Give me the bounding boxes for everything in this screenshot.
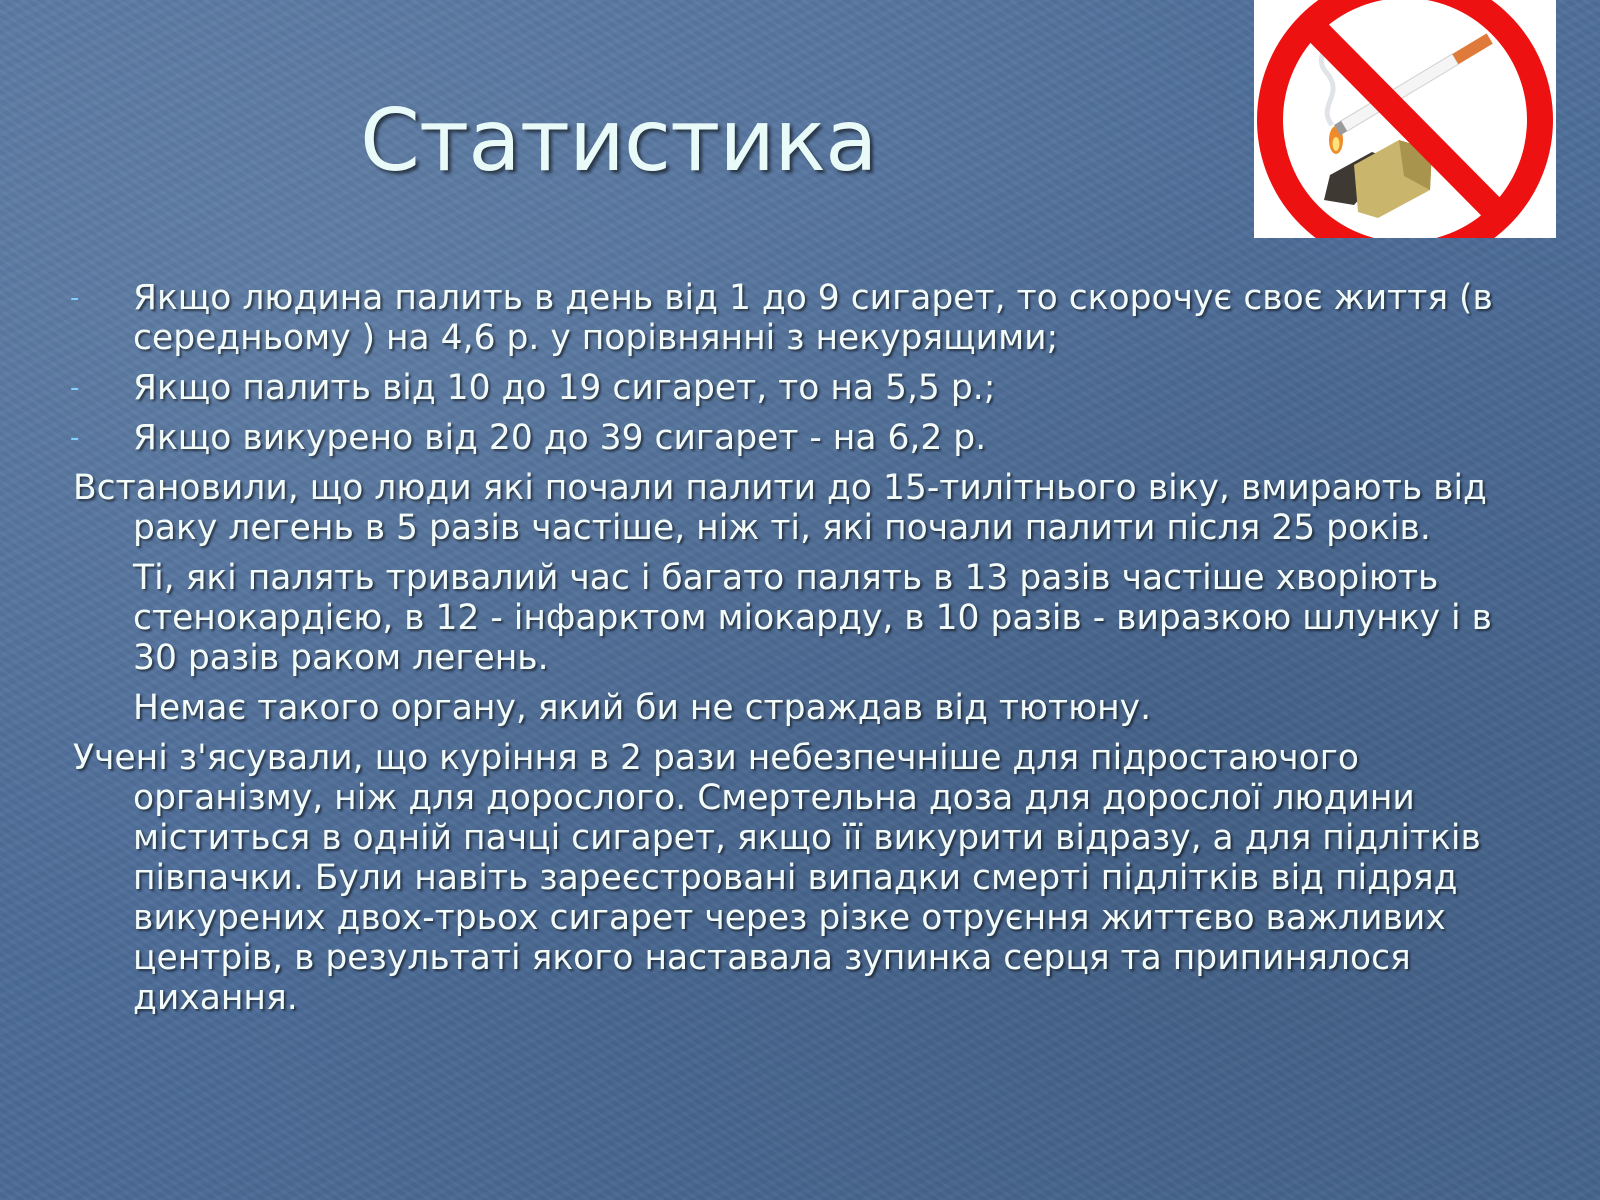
paragraph-disease-risk: Ті, які палять тривалий час і багато палять в 13 разів частіше хворіють стенокардією, в 12 - інфарктом міокарду, в 10 разів - виразкою шлунку і в 30 разів раком легень.	[133, 558, 1492, 678]
bullet-marker: -	[70, 373, 80, 403]
bullet-text: Якщо людина палить в день від 1 до 9 сигарет, то скорочує своє життя (в середньому ) на 4,6 р. у порівнянні з некурящими;	[133, 278, 1493, 358]
bullet-item	[0, 278, 1528, 358]
paragraph-early-smoking: Встановили, що люди які почали палити до 15-тилітнього віку, вмирають від раку легень в 5 разів частіше, ніж ті, які почали палити після 25 років.	[73, 468, 1487, 548]
bullet-marker: -	[70, 283, 80, 313]
bullet-marker: -	[70, 423, 80, 453]
bullet-text: Якщо викурено від 20 до 39 сигарет - на 6,2 р.	[133, 418, 987, 458]
slide-content	[0, 278, 1600, 1028]
slide-title: Статистика	[360, 91, 877, 191]
paragraph-teen-danger: Учені з'ясували, що куріння в 2 рази небезпечніше для підростаючого організму, ніж для дорослого. Смертельна доза для дорослої людини міститься в одній пачці сигарет, якщо її викурити відразу, а для підлітків півпачки. Були навіть зареєстровані випадки смерті підлітків від підряд викурених двох-трьох сигарет через різке отруєння життєво важливих центрів, в результаті якого наставала зупинка серця та припинялося дихання.	[73, 738, 1481, 1018]
bullet-item	[0, 418, 1528, 458]
no-smoking-icon	[1254, 0, 1556, 238]
bullet-item	[0, 368, 1528, 408]
bullet-text: Якщо палить від 10 до 19 сигарет, то на 5,5 р.;	[133, 368, 996, 408]
paragraph-no-organ: Немає такого органу, який би не страждав від тютюну.	[133, 688, 1152, 728]
